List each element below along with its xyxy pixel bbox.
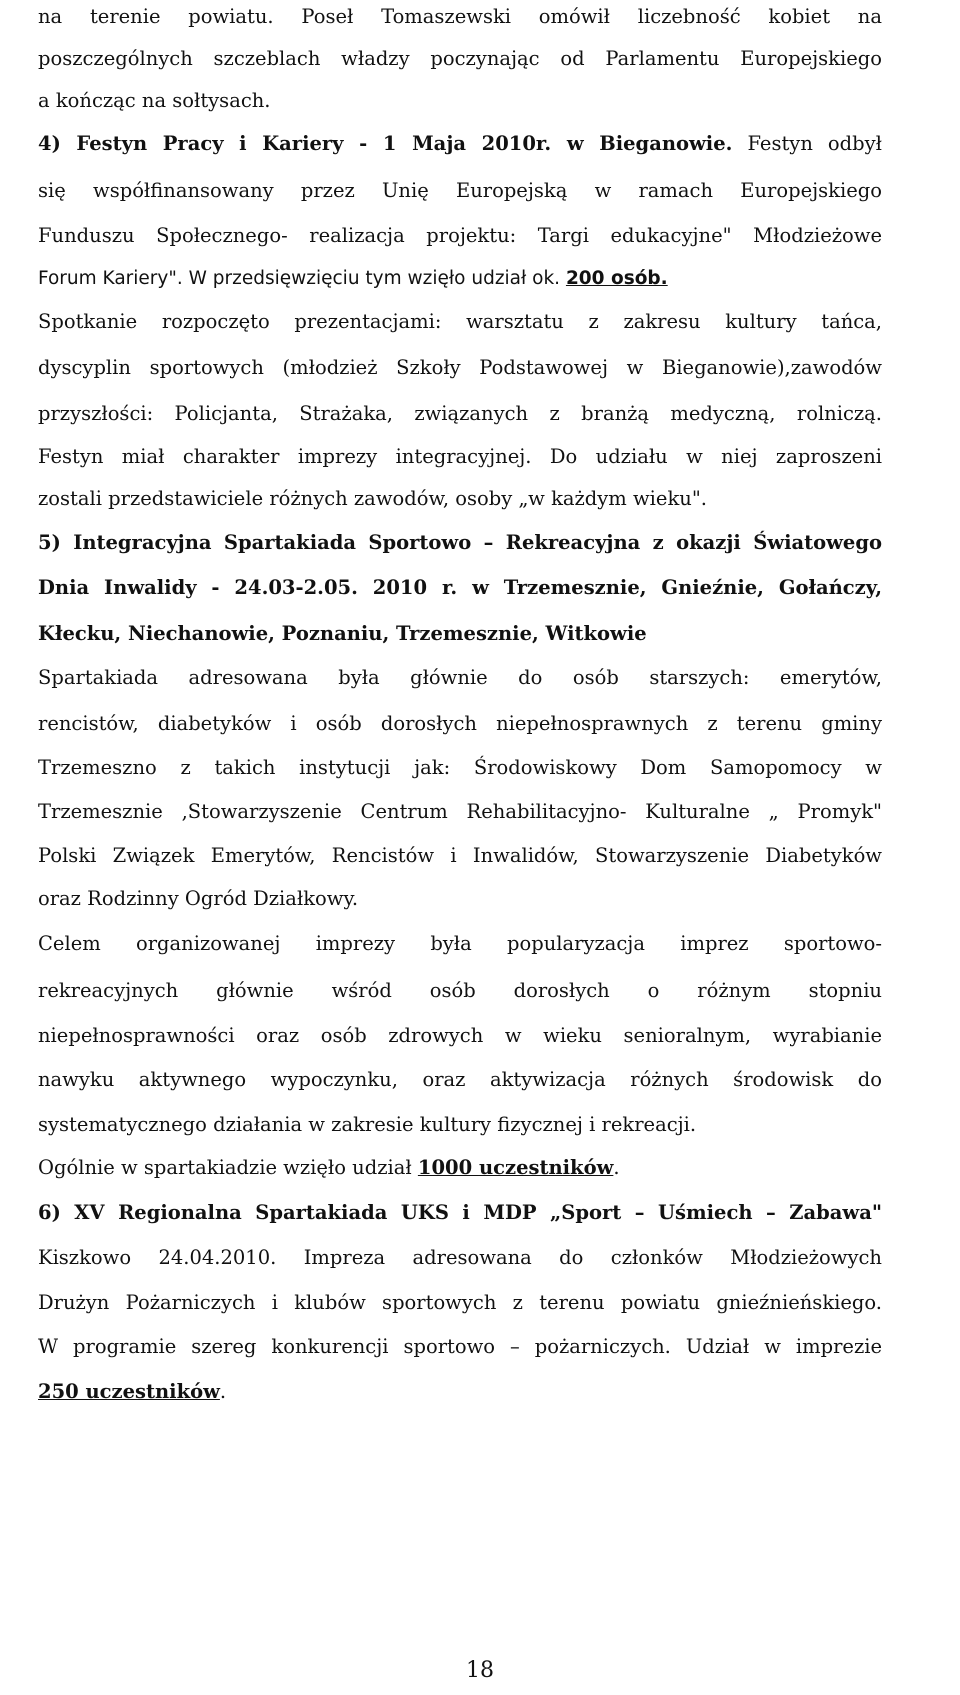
- text-line: Forum Kariery". W przedsięwzięciu tym wzięło udział ok. 200 osób.: [38, 268, 668, 289]
- text-line: Trzemesznie ,Stowarzyszenie Centrum Rehabilitacyjno- Kulturalne „ Promyk": [38, 800, 882, 823]
- text-line: Spotkanie rozpoczęto prezentacjami: warsztatu z zakresu kultury tańca,: [38, 310, 882, 333]
- text-line: Celem organizowanej imprezy była popularyzacja imprez sportowo-: [38, 932, 882, 955]
- text-line: nawyku aktywnego wypoczynku, oraz aktywizacja różnych środowisk do: [38, 1068, 882, 1091]
- participants-count: 1000 uczestników: [417, 1156, 614, 1179]
- text-line: dyscyplin sportowych (młodzież Szkoły Podstawowej w Bieganowie),zawodów: [38, 356, 882, 379]
- text-line: się współfinansowany przez Unię Europejską w ramach Europejskiego: [38, 179, 882, 202]
- text-line: Festyn miał charakter imprezy integracyjnej. Do udziału w niej zaproszeni: [38, 445, 882, 468]
- text-line: W programie szereg konkurencji sportowo – pożarniczych. Udział w imprezie: [38, 1335, 882, 1358]
- section-5-heading-line: Kłecku, Niechanowie, Poznaniu, Trzemesznie, Witkowie: [38, 622, 647, 645]
- text-line: Ogólnie w spartakiadzie wzięło udział 1000 uczestników.: [38, 1156, 620, 1179]
- text-line: zostali przedstawiciele różnych zawodów, osoby „w każdym wieku".: [38, 487, 707, 510]
- text-line: Trzemeszno z takich instytucji jak: Środowiskowy Dom Samopomocy w: [38, 756, 882, 779]
- text-line: a kończąc na sołtysach.: [38, 89, 271, 112]
- text-line: 250 uczestników.: [38, 1380, 227, 1403]
- text-line: rekreacyjnych głównie wśród osób dorosłych o różnym stopniu: [38, 979, 882, 1002]
- text-line: poszczególnych szczeblach władzy poczynając od Parlamentu Europejskiego: [38, 47, 882, 70]
- text-line: Funduszu Społecznego- realizacja projektu: Targi edukacyjne" Młodzieżowe: [38, 224, 882, 247]
- section-6-heading-line: 6) XV Regionalna Spartakiada UKS i MDP „Sport – Uśmiech – Zabawa": [38, 1201, 882, 1224]
- text-line: przyszłości: Policjanta, Strażaka, związanych z branżą medyczną, rolniczą.: [38, 402, 882, 425]
- section-5-heading-line: 5) Integracyjna Spartakiada Sportowo – Rekreacyjna z okazji Światowego: [38, 531, 882, 554]
- text-line: Kiszkowo 24.04.2010. Impreza adresowana do członków Młodzieżowych: [38, 1246, 882, 1269]
- participants-count: 250 uczestników: [38, 1380, 220, 1403]
- section-4-heading-line: 4) Festyn Pracy i Kariery - 1 Maja 2010r. w Bieganowie. Festyn odbył: [38, 132, 882, 155]
- text-line: Polski Związek Emerytów, Rencistów i Inwalidów, Stowarzyszenie Diabetyków: [38, 844, 882, 867]
- text-line: systematycznego działania w zakresie kultury fizycznej i rekreacji.: [38, 1113, 697, 1136]
- text-line: rencistów, diabetyków i osób dorosłych niepełnosprawnych z terenu gminy: [38, 712, 882, 735]
- text-line: Spartakiada adresowana była głównie do osób starszych: emerytów,: [38, 666, 882, 689]
- participants-count: 200 osób.: [565, 268, 668, 289]
- text-line: Drużyn Pożarniczych i klubów sportowych z terenu powiatu gnieźnieńskiego.: [38, 1291, 882, 1314]
- text-line: oraz Rodzinny Ogród Działkowy.: [38, 887, 359, 910]
- section-5-heading-line: Dnia Inwalidy - 24.03-2.05. 2010 r. w Trzemesznie, Gnieźnie, Gołańczy,: [38, 576, 882, 599]
- page-number: 18: [466, 1658, 494, 1683]
- text-line: na terenie powiatu. Poseł Tomaszewski omówił liczebność kobiet na: [38, 5, 882, 28]
- text-line: niepełnosprawności oraz osób zdrowych w wieku senioralnym, wyrabianie: [38, 1024, 882, 1047]
